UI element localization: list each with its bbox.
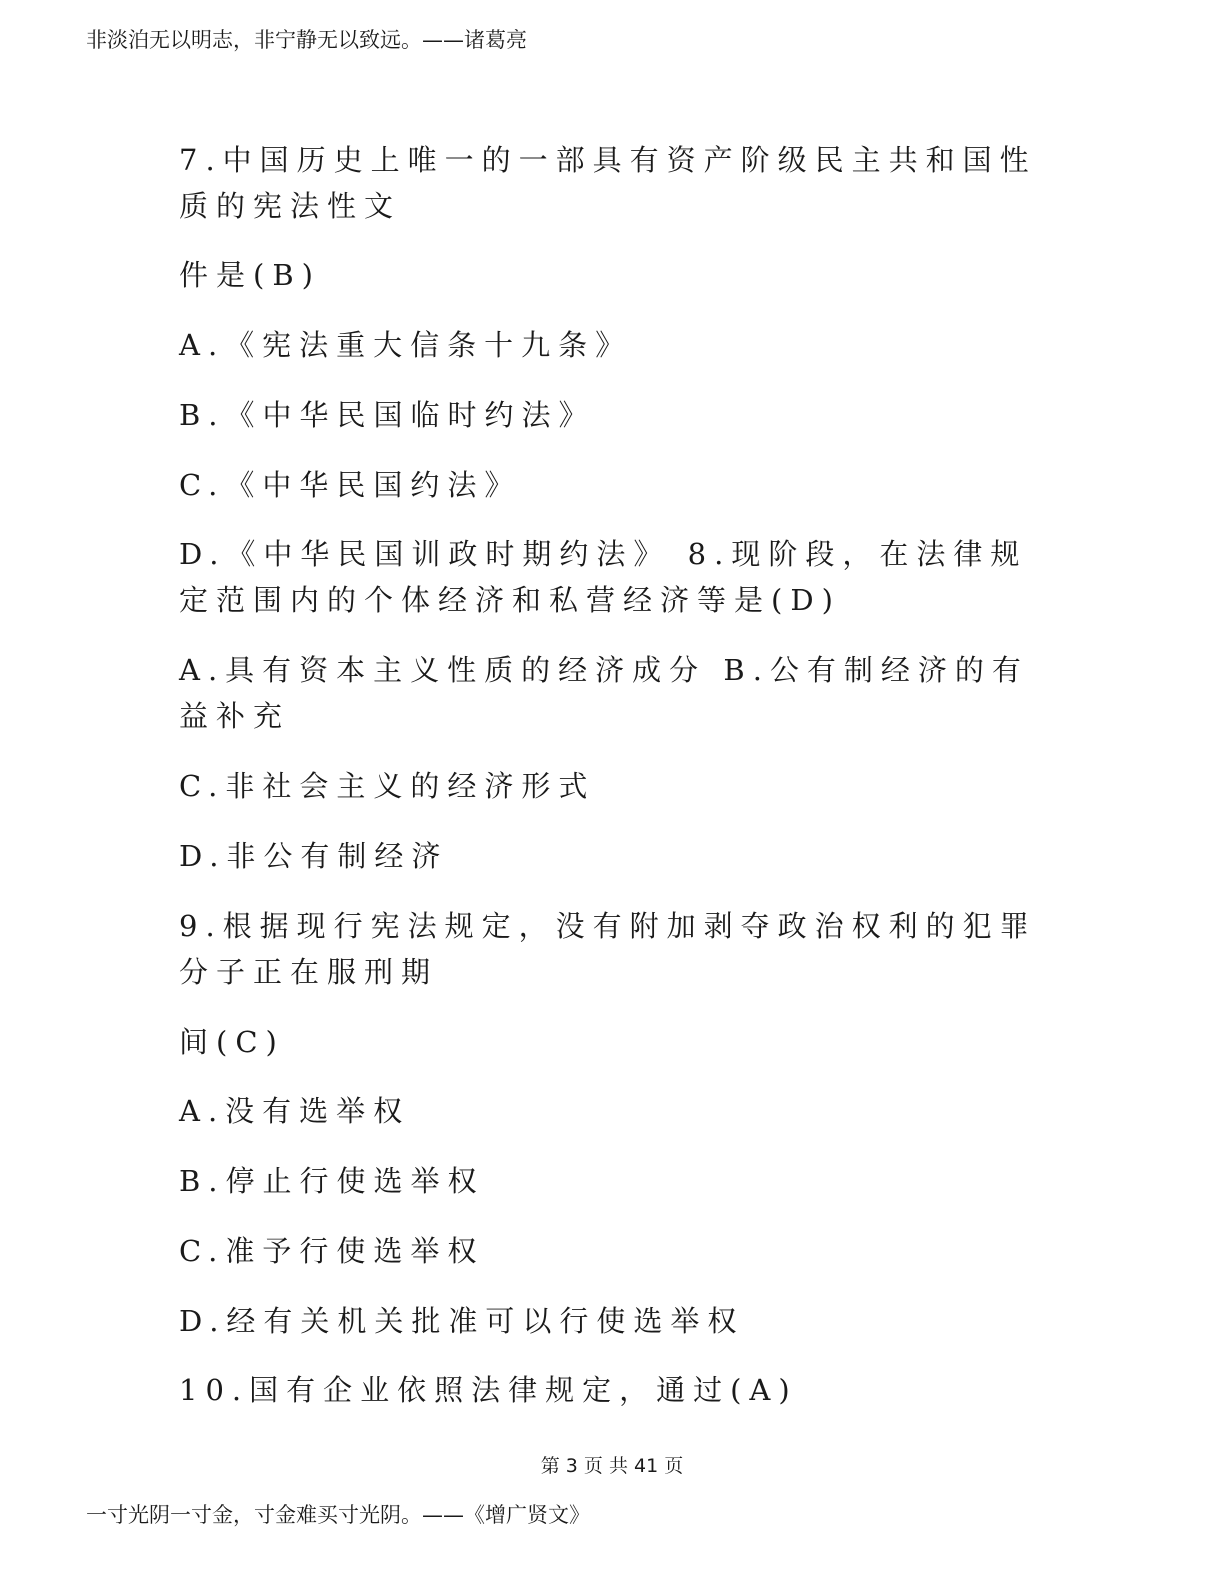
question-8-option-d: D.非公有制经济 (179, 839, 449, 873)
question-9-option-a: A.没有选举权 (179, 1094, 411, 1128)
question-9-option-b: B.停止行使选举权 (179, 1164, 485, 1198)
question-7-option-c: C.《中华民国约法》 (179, 468, 522, 502)
question-7-stem: 7.中国历史上唯一的一部具有资产阶级民主共和国性质的宪法性文 (179, 143, 1037, 223)
question-7-stem-continued: 件是(B) (179, 258, 321, 292)
question-7-option-b: B.《中华民国临时约法》 (179, 398, 596, 432)
header-quote: 非淡泊无以明志，非宁静无以致远。——诸葛亮 (86, 28, 527, 52)
question-9-stem-continued: 间(C) (179, 1025, 285, 1059)
question-8-options-a-b: A.具有资本主义性质的经济成分 B.公有制经济的有益补充 (179, 653, 1029, 733)
question-8-option-c: C.非社会主义的经济形式 (179, 769, 596, 803)
question-7-option-a: A.《宪法重大信条十九条》 (179, 328, 633, 362)
question-9-option-d: D.经有关机关批准可以行使选举权 (179, 1304, 745, 1338)
question-10-stem: 10.国有企业依照法律规定，通过(A) (179, 1373, 798, 1407)
footer-quote: 一寸光阴一寸金，寸金难买寸光阴。——《增广贤文》 (86, 1503, 590, 1527)
page-number: 第 3 页 共 41 页 (540, 1455, 684, 1477)
question-9-option-c: C.准予行使选举权 (179, 1234, 485, 1268)
question-9-stem: 9.根据现行宪法规定，没有附加剥夺政治权利的犯罪分子正在服刑期 (179, 909, 1037, 989)
question-7-option-d-question-8-stem: D.《中华民国训政时期约法》 8.现阶段，在法律规定范围内的个体经济和私营经济等是(D) (179, 537, 1028, 617)
